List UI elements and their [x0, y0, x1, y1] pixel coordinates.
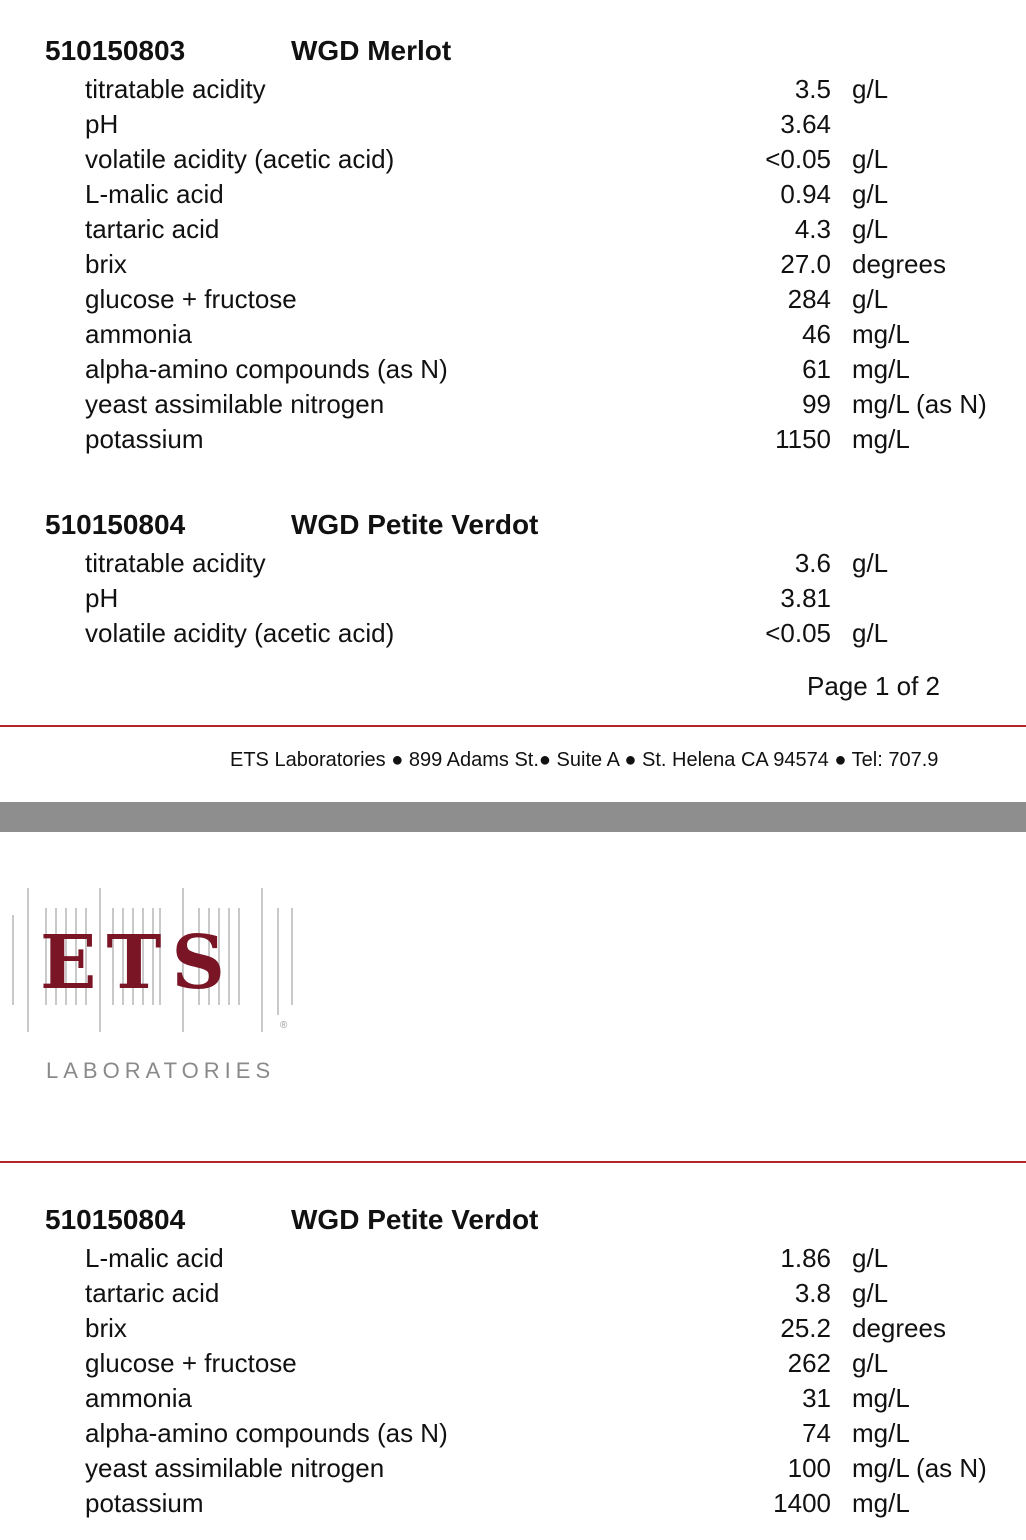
result-unit: mg/L — [852, 1488, 910, 1518]
result-value: 3.5 — [794, 74, 831, 104]
divider — [0, 1161, 1026, 1163]
result-value: <0.05 — [765, 144, 831, 174]
analyte-label: brix — [85, 249, 127, 279]
result-value: 4.3 — [794, 214, 831, 244]
result-row — [0, 1451, 1026, 1486]
analyte-label: ammonia — [85, 1383, 192, 1413]
result-unit: mg/L — [852, 319, 910, 349]
registered-mark: ® — [280, 1020, 288, 1031]
analyte-label: tartaric acid — [85, 1278, 220, 1308]
result-row — [0, 387, 1026, 422]
analyte-label: yeast assimilable nitrogen — [85, 1453, 385, 1483]
result-row — [0, 177, 1026, 212]
result-unit: mg/L — [852, 1383, 910, 1413]
analyte-label: alpha-amino compounds (as N) — [85, 1418, 448, 1448]
result-value: 99 — [802, 389, 831, 419]
result-unit: g/L — [852, 1348, 889, 1378]
result-unit: mg/L (as N) — [852, 389, 987, 419]
result-value: 1150 — [775, 424, 831, 454]
result-row — [0, 581, 1026, 616]
result-unit: g/L — [852, 214, 889, 244]
result-row — [0, 142, 1026, 177]
result-row — [0, 1416, 1026, 1451]
analyte-label: pH — [85, 109, 119, 139]
analyte-label: brix — [85, 1313, 127, 1343]
result-row — [0, 1311, 1026, 1346]
result-value: 262 — [787, 1348, 831, 1378]
result-value: 3.8 — [794, 1278, 831, 1308]
result-value: 3.81 — [780, 583, 831, 613]
result-value: 61 — [802, 354, 831, 384]
logo-subtitle: LABORATORIES — [46, 1058, 276, 1083]
page-number: Page 1 of 2 — [807, 671, 940, 701]
analyte-label: titratable acidity — [85, 74, 266, 104]
result-value: 1.86 — [780, 1243, 831, 1273]
result-value: 74 — [802, 1418, 831, 1448]
logo-letters: ETS — [40, 920, 235, 1006]
result-unit: degrees — [852, 249, 946, 279]
result-row — [0, 1486, 1026, 1521]
analyte-label: ammonia — [85, 319, 192, 349]
analyte-label: volatile acidity (acetic acid) — [85, 144, 395, 174]
analyte-label: glucose + fructose — [85, 284, 297, 314]
analyte-label: potassium — [85, 424, 204, 454]
result-unit: g/L — [852, 618, 889, 648]
analyte-label: glucose + fructose — [85, 1348, 297, 1378]
result-value: 284 — [787, 284, 831, 314]
result-unit: g/L — [852, 1243, 889, 1273]
result-value: 3.6 — [794, 548, 831, 578]
analyte-label: tartaric acid — [85, 214, 220, 244]
sample-name: WGD Merlot — [291, 35, 452, 66]
result-row — [0, 1346, 1026, 1381]
result-value: 31 — [802, 1383, 831, 1413]
result-unit: g/L — [852, 144, 889, 174]
result-value: 25.2 — [780, 1313, 831, 1343]
analyte-label: alpha-amino compounds (as N) — [85, 354, 448, 384]
lab-address-footer: ETS Laboratories ● 899 Adams St.● Suite A ● St. Helena CA 94574 ● Tel: 707.9 — [230, 749, 939, 771]
sample-id: 510150804 — [45, 1204, 186, 1235]
result-row — [0, 317, 1026, 352]
sample-name: WGD Petite Verdot — [291, 509, 539, 540]
result-value: 3.64 — [780, 109, 831, 139]
result-value: 46 — [802, 319, 831, 349]
result-row — [0, 1381, 1026, 1416]
sample-header — [0, 1202, 1026, 1238]
result-value: 100 — [787, 1453, 831, 1483]
page-separator — [0, 802, 1026, 832]
result-value: 1400 — [773, 1488, 831, 1518]
result-unit: g/L — [852, 179, 889, 209]
result-row — [0, 282, 1026, 317]
analyte-label: titratable acidity — [85, 548, 266, 578]
result-value: 0.94 — [780, 179, 831, 209]
analyte-label: yeast assimilable nitrogen — [85, 389, 385, 419]
result-row — [0, 247, 1026, 282]
result-row — [0, 107, 1026, 142]
sample-header — [0, 33, 1026, 69]
sample-name: WGD Petite Verdot — [291, 1204, 539, 1235]
result-unit: degrees — [852, 1313, 946, 1343]
result-unit: mg/L — [852, 1418, 910, 1448]
result-row — [0, 546, 1026, 581]
analyte-label: pH — [85, 583, 119, 613]
result-unit: mg/L — [852, 354, 910, 384]
result-row — [0, 616, 1026, 651]
result-unit: mg/L (as N) — [852, 1453, 987, 1483]
result-row — [0, 1276, 1026, 1311]
sample-id: 510150803 — [45, 35, 186, 66]
result-unit: g/L — [852, 74, 889, 104]
result-row — [0, 72, 1026, 107]
analyte-label: volatile acidity (acetic acid) — [85, 618, 395, 648]
analyte-label: potassium — [85, 1488, 204, 1518]
analyte-label: L-malic acid — [85, 1243, 224, 1273]
analyte-label: L-malic acid — [85, 179, 224, 209]
result-value: 27.0 — [780, 249, 831, 279]
result-unit: g/L — [852, 548, 889, 578]
result-row — [0, 1241, 1026, 1276]
result-row — [0, 352, 1026, 387]
result-unit: g/L — [852, 284, 889, 314]
sample-header — [0, 507, 1026, 543]
result-unit: mg/L — [852, 424, 910, 454]
result-unit: g/L — [852, 1278, 889, 1308]
result-value: <0.05 — [765, 618, 831, 648]
divider — [0, 725, 1026, 727]
result-row — [0, 422, 1026, 457]
result-row — [0, 212, 1026, 247]
sample-id: 510150804 — [45, 509, 186, 540]
